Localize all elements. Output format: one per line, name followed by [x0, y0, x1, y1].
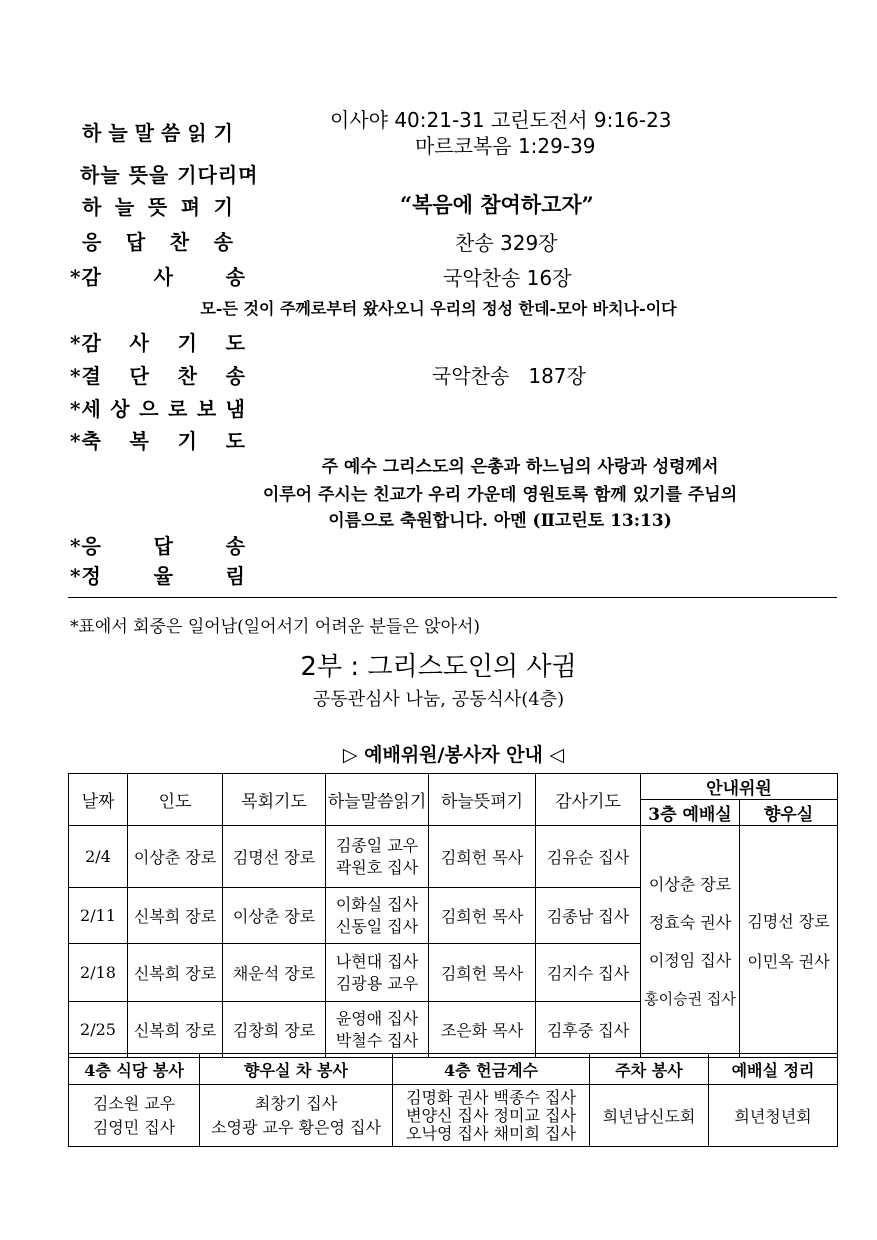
volunteer-table [68, 1053, 838, 1147]
reader-1: 김종일 교우 [335, 835, 419, 855]
tea-volunteer-2: 소영광 교우 황은영 집사 [211, 1117, 381, 1137]
header-cafeteria: 4층 식당 봉사 [69, 1054, 200, 1085]
order-label [70, 530, 246, 559]
tea-volunteer-1: 최창기 집사 [254, 1093, 338, 1113]
order-label-char: *정 [70, 564, 102, 588]
order-label [70, 226, 234, 255]
thanks-cell: 김후중 집사 [536, 1002, 641, 1058]
sermon-cell: 김희헌 목사 [429, 944, 536, 1002]
order-label-char: *축 [70, 429, 102, 453]
date-cell: 2/11 [69, 888, 128, 944]
order-label-char: 늘 [108, 121, 129, 145]
order-label-char: *세 [70, 397, 102, 421]
order-label-char: 보 [196, 397, 218, 421]
pastoral-cell: 김명선 장로 [223, 826, 326, 888]
order-label [70, 191, 234, 220]
cafeteria-volunteer-2: 김영민 집사 [92, 1117, 176, 1137]
order-label [70, 560, 246, 589]
order-label-char: 냄 [225, 397, 246, 421]
reading-cell [326, 944, 429, 1002]
usher-3f-1: 이상춘 장로 [648, 874, 732, 894]
divider [68, 597, 837, 598]
order-label-char: 답 [153, 534, 174, 558]
cleanup-cell: 희년청년회 [709, 1085, 838, 1147]
header-offering-count: 4층 헌금계수 [393, 1054, 590, 1085]
cafeteria-volunteer-1: 김소원 교우 [92, 1093, 176, 1113]
order-label: 하늘 뜻을 기다리며 [80, 163, 259, 187]
order-label-char: 송 [225, 265, 246, 289]
leader-cell: 신복희 장로 [128, 1002, 223, 1058]
usher-incense-1: 김명선 장로 [747, 911, 830, 931]
order-label-char: 기 [213, 195, 234, 219]
order-label-char: 송 [225, 364, 246, 388]
order-label-char: 씀 [160, 121, 182, 145]
order-label-char: 송 [225, 534, 246, 558]
standing-note: *표에서 회중은 일어남(일어서기 어려운 분들은 앉아서) [70, 617, 481, 637]
ushers-3f-cell [641, 826, 740, 1058]
leader-cell: 신복희 장로 [128, 944, 223, 1002]
order-label-char: 상 [110, 397, 131, 421]
reader-2: 신동일 집사 [335, 916, 419, 936]
thanks-hymn: 국악찬송 16장 [443, 266, 572, 290]
header-pastoral-prayer: 목회기도 [223, 774, 326, 826]
order-label-char: 사 [153, 265, 174, 289]
header-date: 날짜 [69, 774, 128, 826]
order-label-char: *감 [70, 265, 102, 289]
order-label [70, 261, 246, 290]
order-label-char: 찬 [177, 364, 198, 388]
order-label [70, 117, 234, 146]
header-reading: 하늘말씀읽기 [326, 774, 429, 826]
order-label-char: 하 [82, 195, 103, 219]
ushers-incense-cell [740, 826, 838, 1058]
part2-title: 2부 : 그리스도인의 사귐 [300, 652, 577, 682]
header-parking: 주차 봉사 [590, 1054, 709, 1085]
reader-2: 김광용 교우 [335, 973, 419, 993]
reading-cell [326, 888, 429, 944]
header-sermon: 하늘뜻펴기 [429, 774, 536, 826]
order-label [70, 425, 246, 454]
header-incense-room: 향우실 [740, 800, 838, 826]
reading-cell [326, 1002, 429, 1058]
header-ushers: 안내위원 [641, 774, 838, 800]
order-label-char: *결 [70, 364, 102, 388]
order-label-char: 복 [129, 429, 150, 453]
benediction-line-2: 이루어 주시는 친교가 우리 가운데 영원토록 함께 있기를 주님의 [262, 485, 738, 505]
reading-cell [326, 826, 429, 888]
decision-hymn: 국악찬송 187장 [432, 364, 586, 388]
order-label-char: 기 [177, 331, 198, 355]
offering-count-cell [393, 1085, 590, 1147]
order-label-char: 뜻 [147, 195, 169, 219]
order-label-char: 도 [225, 331, 246, 355]
offering-counter-2: 변양신 집사 정미교 집사 [406, 1105, 576, 1125]
pastoral-cell: 이상춘 장로 [223, 888, 326, 944]
date-cell: 2/18 [69, 944, 128, 1002]
scripture-line-2: 마르코복음 1:29-39 [415, 134, 596, 158]
usher-3f-2: 정효숙 권사 [648, 912, 732, 932]
pastoral-cell: 김창희 장로 [223, 1002, 326, 1058]
leader-cell: 신복희 장로 [128, 888, 223, 944]
reader-2: 곽원호 집사 [335, 857, 419, 877]
order-label-char: 찬 [169, 230, 191, 254]
benediction-line-1: 주 예수 그리스도의 은총과 하느님의 사랑과 성령께서 [321, 457, 719, 477]
header-leader: 인도 [128, 774, 223, 826]
order-label [70, 360, 246, 389]
header-thanks-prayer: 감사기도 [536, 774, 641, 826]
date-cell: 2/4 [69, 826, 128, 888]
order-label-char: *감 [70, 331, 102, 355]
order-label-char: 사 [129, 331, 150, 355]
reader-1: 윤영애 집사 [335, 1008, 419, 1028]
order-label-char: 기 [213, 121, 234, 145]
order-label [70, 327, 246, 356]
sermon-cell: 조은화 목사 [429, 1002, 536, 1058]
thanks-cell: 김종남 집사 [536, 888, 641, 944]
order-label-char: 기 [177, 429, 198, 453]
order-label-char: 응 [82, 230, 103, 254]
part2-subtitle: 공동관심사 나눔, 공동식사(4층) [312, 689, 565, 710]
thanks-cell: 김유순 집사 [536, 826, 641, 888]
reader-2: 박철수 집사 [335, 1030, 419, 1050]
committee-title: ▷ 예배위원/봉사자 안내 ◁ [342, 744, 565, 766]
order-label-char: 로 [167, 397, 189, 421]
benediction-line-3: 이름으로 축원합니다. 아멘 (Ⅱ고린토 13:13) [328, 511, 672, 531]
sermon-cell: 김희헌 목사 [429, 826, 536, 888]
usher-incense-2: 이민옥 권사 [747, 951, 830, 971]
order-label-char: 펴 [180, 195, 202, 219]
tea-cell [200, 1085, 393, 1147]
header-3f-worship: 3층 예배실 [641, 800, 740, 826]
parking-cell: 희년남신도회 [590, 1085, 709, 1147]
order-label-char: 으 [139, 397, 160, 421]
offering-counter-1: 김명화 권사 백종수 집사 [406, 1087, 576, 1107]
sermon-title: “복음에 참여하고자” [400, 192, 594, 217]
order-label-char: 송 [213, 230, 234, 254]
leader-cell: 이상춘 장로 [128, 826, 223, 888]
order-label-char: 읽 [187, 121, 208, 145]
order-label-char: 율 [153, 564, 174, 588]
offering-counter-3: 오낙영 집사 채미희 집사 [406, 1123, 576, 1143]
order-label-char: 말 [134, 121, 155, 145]
table-row [69, 826, 838, 888]
order-label-char: 도 [225, 429, 246, 453]
committee-table [68, 773, 838, 1058]
header-tea: 향우실 차 봉사 [200, 1054, 393, 1085]
usher-3f-3: 이정임 집사 [648, 950, 732, 970]
scripture-line-1: 이사야 40:21-31 고린도전서 9:16-23 [330, 108, 672, 132]
usher-3f-4: 홍이승권 집사 [644, 989, 736, 1008]
order-label-char: 하 [82, 121, 103, 145]
reader-1: 나현대 집사 [335, 951, 419, 971]
response-hymn: 찬송 329장 [455, 231, 558, 255]
order-label [70, 393, 246, 422]
order-label-char: 단 [129, 364, 150, 388]
offering-response-line: 모-든 것이 주께로부터 왔사오니 우리의 정성 한데-모아 바치나-이다 [200, 299, 677, 318]
thanks-cell: 김지수 집사 [536, 944, 641, 1002]
order-label-char: *응 [70, 534, 102, 558]
order-label-char: 늘 [114, 195, 136, 219]
reader-1: 이화실 집사 [335, 894, 419, 914]
date-cell: 2/25 [69, 1002, 128, 1058]
header-cleanup: 예배실 정리 [709, 1054, 838, 1085]
cafeteria-cell [69, 1085, 200, 1147]
sermon-cell: 김희헌 목사 [429, 888, 536, 944]
order-label-char: 답 [125, 230, 147, 254]
order-label-char: 림 [225, 564, 246, 588]
pastoral-cell: 채운석 장로 [223, 944, 326, 1002]
